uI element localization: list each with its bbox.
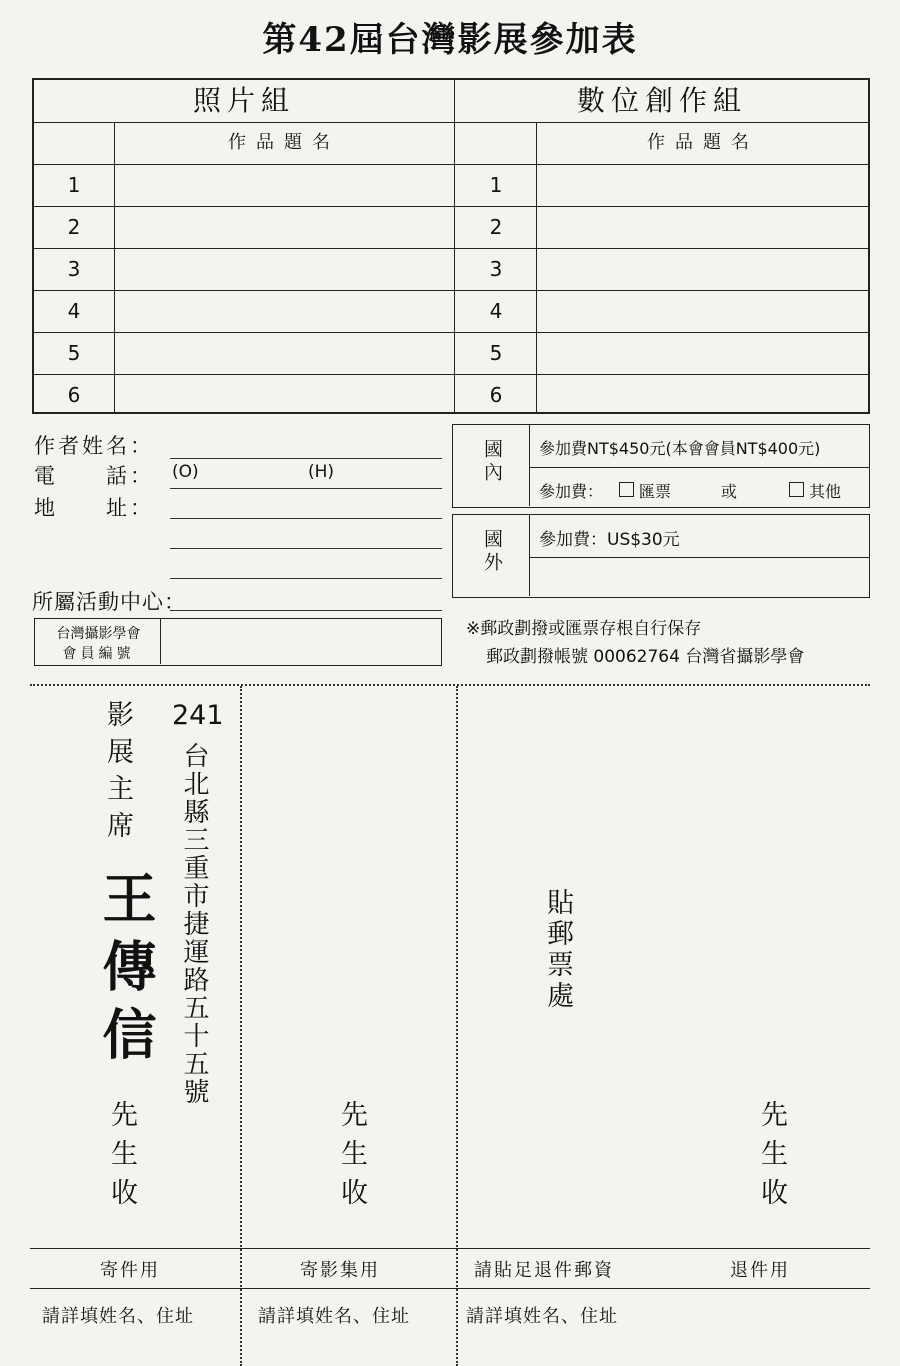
photo-row-number: 1 <box>67 173 81 197</box>
activity-center-label: 所屬活動中心： <box>32 590 186 614</box>
domestic-fee-text: 參加費NT$450元(本會會員NT$400元) <box>539 439 821 458</box>
phone-field[interactable] <box>170 488 442 489</box>
address-label: 地 址： <box>34 496 154 520</box>
foreign-fee-text: 參加費：US$30元 <box>539 530 680 550</box>
photo-row-number: 6 <box>67 383 81 407</box>
fill-instruction-2: 請詳填姓名、住址 <box>258 1306 410 1327</box>
digital-group-heading: 數位創作組 <box>576 84 747 117</box>
domestic-method-label: 參加費： <box>539 482 604 501</box>
footer-collection-label: 寄影集用 <box>300 1260 380 1281</box>
domestic-fee-box <box>452 424 870 508</box>
member-number-box <box>34 618 442 666</box>
photo-row-number: 4 <box>67 299 81 323</box>
photo-row-number: 2 <box>67 215 81 239</box>
domestic-label: 國內 <box>481 439 503 485</box>
address-field-1[interactable] <box>170 518 442 519</box>
footer-return-label: 退件用 <box>730 1260 790 1281</box>
recipient-title: 影展主席 <box>102 700 133 848</box>
photo-group-heading: 照片組 <box>192 84 295 117</box>
honorific-3: 先生收 <box>756 1100 787 1217</box>
fill-instruction-3: 請詳填姓名、住址 <box>466 1306 618 1327</box>
fold-line-1 <box>240 686 242 1366</box>
member-label-line2: 會員編號 <box>62 646 135 662</box>
fold-line-2 <box>456 686 458 1366</box>
money-order-label: 匯票 <box>639 482 672 501</box>
activity-center-field[interactable] <box>170 610 442 611</box>
recipient-address: 台北縣三重市捷運路五十五號 <box>179 742 209 1106</box>
digital-row-number: 4 <box>489 299 503 323</box>
digital-row-number: 2 <box>489 215 503 239</box>
recipient-name: 王傳信 <box>94 870 158 1074</box>
money-order-checkbox[interactable] <box>619 482 634 497</box>
postcode: 241 <box>172 700 224 731</box>
other-checkbox[interactable] <box>789 482 804 497</box>
foreign-fee-box <box>452 514 870 598</box>
foreign-label: 國外 <box>481 529 503 575</box>
honorific-2: 先生收 <box>336 1100 367 1217</box>
digital-row-number: 5 <box>489 341 503 365</box>
note-line-2: 郵政劃撥帳號 00062764 台灣省攝影學會 <box>486 647 805 667</box>
fill-instruction-1: 請詳填姓名、住址 <box>42 1306 194 1327</box>
digital-number-divider <box>536 122 537 412</box>
footer-sender-label: 寄件用 <box>100 1260 160 1281</box>
address-field-3[interactable] <box>170 578 442 579</box>
or-label: 或 <box>721 482 738 501</box>
digital-row-number: 6 <box>489 383 503 407</box>
form-title: 第42屆台灣影展參加表 <box>262 20 638 60</box>
other-label: 其他 <box>809 482 842 501</box>
digital-row-number: 3 <box>489 257 503 281</box>
author-name-label: 作者姓名： <box>34 434 154 458</box>
address-field-2[interactable] <box>170 548 442 549</box>
photo-row-number: 3 <box>67 257 81 281</box>
digital-row-number: 1 <box>489 173 503 197</box>
stamp-area-label: 貼郵票處 <box>542 888 573 1012</box>
footer-postage-label: 請貼足退件郵資 <box>474 1260 614 1281</box>
note-line-1: ※郵政劃撥或匯票存根自行保存 <box>466 619 702 639</box>
author-name-field[interactable] <box>170 458 442 459</box>
photo-number-divider <box>114 122 115 412</box>
member-label-line1: 台灣攝影學會 <box>56 626 141 642</box>
group-divider <box>454 80 455 412</box>
phone-label: 電 話： <box>34 464 154 488</box>
digital-title-heading: 作品題名 <box>647 132 759 153</box>
phone-office-label: (O) <box>172 462 199 482</box>
phone-home-label: (H) <box>308 462 335 482</box>
photo-row-number: 5 <box>67 341 81 365</box>
entry-table <box>32 78 870 414</box>
cut-line <box>30 684 870 686</box>
honorific-1: 先生收 <box>106 1100 137 1217</box>
photo-title-heading: 作品題名 <box>228 132 340 153</box>
